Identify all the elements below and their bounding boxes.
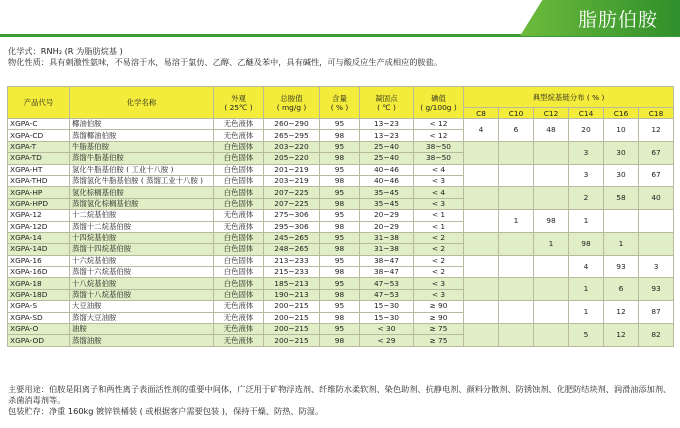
cell-content: 95 [320, 187, 360, 198]
cell-freezing: < 30 [360, 324, 414, 335]
cell-chain-c16: 30 [604, 164, 639, 187]
cell-content: 98 [320, 175, 360, 186]
header-chain: C14 [569, 108, 604, 119]
cell-name: 十八烷基伯胺 [70, 278, 214, 289]
cell-chain-c18: 40 [639, 187, 674, 210]
cell-freezing: 15~30 [360, 312, 414, 323]
cell-amine: 207~225 [264, 198, 320, 209]
cell-iodine: < 3 [414, 278, 464, 289]
cell-freezing: 31~38 [360, 244, 414, 255]
cell-iodine: < 4 [414, 164, 464, 175]
cell-appearance: 白色固体 [214, 187, 264, 198]
cell-appearance: 无色液体 [214, 335, 264, 346]
cell-amine: 207~225 [264, 187, 320, 198]
cell-chain-c14: 1 [569, 301, 604, 324]
cell-name: 蒸馏椰油伯胺 [70, 130, 214, 141]
cell-amine: 185~213 [264, 278, 320, 289]
cell-iodine: 38~50 [414, 141, 464, 152]
cell-chain-c12 [534, 324, 569, 347]
cell-code: XGPA-14 [8, 232, 70, 243]
cell-chain-c12 [534, 164, 569, 187]
cell-amine: 200~215 [264, 301, 320, 312]
cell-chain-c16: 12 [604, 324, 639, 347]
cell-appearance: 白色固体 [214, 198, 264, 209]
cell-chain-c18: 3 [639, 255, 674, 278]
cell-chain-c8 [464, 187, 499, 210]
cell-appearance: 无色液体 [214, 210, 264, 221]
cell-code: XGPA-HP [8, 187, 70, 198]
header-distribution: 典型烷基链分布 ( % ) [464, 87, 674, 108]
cell-appearance: 白色固体 [214, 289, 264, 300]
cell-code: XGPA-T [8, 141, 70, 152]
cell-content: 95 [320, 141, 360, 152]
cell-amine: 295~306 [264, 221, 320, 232]
table-row [8, 232, 674, 243]
cell-name: 椰油伯胺 [70, 119, 214, 130]
table-row [8, 210, 674, 221]
header-iodine: 碘值 ( g/100g ) [414, 87, 464, 119]
cell-chain-c8: 4 [464, 119, 499, 142]
cell-freezing: 25~40 [360, 141, 414, 152]
cell-content: 95 [320, 210, 360, 221]
table-row [8, 187, 674, 198]
cell-chain-c16: 58 [604, 187, 639, 210]
cell-code: XGPA-O [8, 324, 70, 335]
intro-section [8, 46, 672, 68]
cell-chain-c10: 1 [499, 210, 534, 233]
cell-content: 98 [320, 244, 360, 255]
cell-freezing: 40~46 [360, 175, 414, 186]
cell-freezing: 25~40 [360, 153, 414, 164]
cell-chain-c18: 82 [639, 324, 674, 347]
cell-code: XGPA-12 [8, 210, 70, 221]
cell-amine: 203~220 [264, 141, 320, 152]
cell-iodine: ≥ 90 [414, 312, 464, 323]
cell-amine: 260~290 [264, 119, 320, 130]
cell-appearance: 白色固体 [214, 232, 264, 243]
cell-content: 95 [320, 324, 360, 335]
cell-chain-c14: 5 [569, 324, 604, 347]
cell-chain-c14: 1 [569, 210, 604, 233]
cell-iodine: < 3 [414, 198, 464, 209]
cell-chain-c18: 67 [639, 164, 674, 187]
chemical-formula: 化学式：RNH₂ (R 为脂肪烷基 ) [8, 46, 123, 56]
cell-amine: 275~306 [264, 210, 320, 221]
cell-chain-c18: 12 [639, 119, 674, 142]
cell-chain-c16: 6 [604, 278, 639, 301]
packaging-text: 包装贮存：净重 160kg 镀锌铁桶装 ( 或根据客户需要包装 )，保持干燥、防热、防湿。 [8, 406, 324, 416]
footer-section [8, 384, 672, 417]
cell-appearance: 白色固体 [214, 141, 264, 152]
cell-freezing: 20~29 [360, 221, 414, 232]
cell-amine: 190~213 [264, 289, 320, 300]
cell-freezing: 13~23 [360, 119, 414, 130]
cell-chain-c10 [499, 301, 534, 324]
cell-appearance: 白色固体 [214, 255, 264, 266]
cell-freezing: 15~30 [360, 301, 414, 312]
cell-chain-c8 [464, 141, 499, 164]
cell-code: XGPA-HPD [8, 198, 70, 209]
cell-name: 蒸馏十四烷基伯胺 [70, 244, 214, 255]
cell-name: 蒸馏大豆油胺 [70, 312, 214, 323]
cell-iodine: < 3 [414, 289, 464, 300]
cell-iodine: ≥ 75 [414, 335, 464, 346]
cell-chain-c18 [639, 232, 674, 255]
cell-chain-c18: 67 [639, 141, 674, 164]
cell-iodine: < 1 [414, 210, 464, 221]
cell-appearance: 白色固体 [214, 153, 264, 164]
cell-amine: 203~219 [264, 175, 320, 186]
usage-text-cont: 杀菌消毒剂等。 [8, 395, 66, 405]
cell-amine: 200~215 [264, 324, 320, 335]
cell-name: 蒸馏十八烷基伯胺 [70, 289, 214, 300]
table-row [8, 119, 674, 130]
cell-content: 98 [320, 130, 360, 141]
cell-chain-c14: 20 [569, 119, 604, 142]
cell-code: XGPA-18 [8, 278, 70, 289]
cell-chain-c14: 98 [569, 232, 604, 255]
header-name: 化学名称 [70, 87, 214, 119]
table-row [8, 301, 674, 312]
cell-chain-c12 [534, 278, 569, 301]
cell-code: XGPA-12D [8, 221, 70, 232]
cell-chain-c8 [464, 324, 499, 347]
cell-freezing: 20~29 [360, 210, 414, 221]
cell-amine: 201~219 [264, 164, 320, 175]
header-chain: C16 [604, 108, 639, 119]
cell-code: XGPA-18D [8, 289, 70, 300]
cell-content: 98 [320, 198, 360, 209]
table-row [8, 164, 674, 175]
cell-name: 大豆油胺 [70, 301, 214, 312]
cell-iodine: ≥ 90 [414, 301, 464, 312]
cell-amine: 200~215 [264, 312, 320, 323]
cell-name: 蒸馏氢化棕榈基伯胺 [70, 198, 214, 209]
cell-name: 氢化牛脂基伯胺 ( 工业十八胺 ) [70, 164, 214, 175]
cell-chain-c10 [499, 141, 534, 164]
cell-amine: 215~233 [264, 267, 320, 278]
cell-amine: 248~265 [264, 244, 320, 255]
cell-chain-c10: 6 [499, 119, 534, 142]
cell-name: 油胺 [70, 324, 214, 335]
cell-iodine: < 2 [414, 255, 464, 266]
cell-chain-c16: 30 [604, 141, 639, 164]
cell-appearance: 无色液体 [214, 130, 264, 141]
table-row [8, 255, 674, 266]
physical-properties: 物化性质：具有刺激性氨味，不易溶于水，易溶于氯仿、乙醇、乙醚及苯中，具有碱性，可与酸反应生产成相应的胺盐。 [8, 57, 442, 67]
cell-iodine: < 4 [414, 187, 464, 198]
cell-appearance: 无色液体 [214, 221, 264, 232]
cell-iodine: < 2 [414, 267, 464, 278]
cell-chain-c14: 2 [569, 187, 604, 210]
cell-freezing: < 29 [360, 335, 414, 346]
cell-chain-c12 [534, 141, 569, 164]
cell-freezing: 13~23 [360, 130, 414, 141]
cell-chain-c16: 12 [604, 301, 639, 324]
cell-chain-c12 [534, 255, 569, 278]
cell-chain-c16: 10 [604, 119, 639, 142]
table-row [8, 324, 674, 335]
cell-iodine: < 3 [414, 175, 464, 186]
cell-chain-c10 [499, 164, 534, 187]
header-appearance: 外观 ( 25℃ ) [214, 87, 264, 119]
table-header-row [8, 87, 674, 108]
cell-appearance: 白色固体 [214, 278, 264, 289]
cell-chain-c18: 87 [639, 301, 674, 324]
table-row [8, 278, 674, 289]
cell-chain-c8 [464, 301, 499, 324]
cell-content: 95 [320, 255, 360, 266]
cell-code: XGPA-CD [8, 130, 70, 141]
cell-freezing: 31~38 [360, 232, 414, 243]
cell-appearance: 无色液体 [214, 119, 264, 130]
cell-content: 95 [320, 164, 360, 175]
cell-content: 98 [320, 267, 360, 278]
cell-content: 98 [320, 312, 360, 323]
cell-chain-c8 [464, 278, 499, 301]
cell-iodine: < 2 [414, 232, 464, 243]
cell-amine: 245~265 [264, 232, 320, 243]
cell-code: XGPA-TD [8, 153, 70, 164]
cell-appearance: 白色固体 [214, 267, 264, 278]
cell-iodine: 38~50 [414, 153, 464, 164]
cell-code: XGPA-THD [8, 175, 70, 186]
cell-chain-c8 [464, 164, 499, 187]
cell-iodine: ≥ 75 [414, 324, 464, 335]
cell-chain-c14: 3 [569, 164, 604, 187]
cell-name: 十二烷基伯胺 [70, 210, 214, 221]
cell-code: XGPA-S [8, 301, 70, 312]
cell-name: 蒸馏氢化牛脂基伯胺 ( 蒸馏工业十八胺 ) [70, 175, 214, 186]
header-freezing: 凝固点 ( ℃ ) [360, 87, 414, 119]
cell-chain-c10 [499, 278, 534, 301]
cell-content: 95 [320, 119, 360, 130]
header-banner [0, 0, 680, 38]
cell-code: XGPA-16D [8, 267, 70, 278]
cell-name: 十六烷基伯胺 [70, 255, 214, 266]
cell-iodine: < 2 [414, 244, 464, 255]
cell-code: XGPA-SD [8, 312, 70, 323]
cell-appearance: 无色液体 [214, 301, 264, 312]
cell-content: 98 [320, 153, 360, 164]
cell-chain-c18 [639, 210, 674, 233]
cell-appearance: 白色固体 [214, 164, 264, 175]
cell-content: 98 [320, 335, 360, 346]
cell-chain-c8 [464, 255, 499, 278]
usage-text: 主要用途：伯胺是阳离子和两性离子表面活性剂的重要中间体，广泛用于矿物浮选剂、纤维防水柔软剂、染色助剂、抗静电剂、颜料分散剂、防锈蚀剂、化肥防结块剂、润滑油添加剂、 [8, 384, 672, 394]
cell-name: 蒸馏油胺 [70, 335, 214, 346]
cell-code: XGPA-C [8, 119, 70, 130]
cell-freezing: 47~53 [360, 289, 414, 300]
cell-chain-c14: 4 [569, 255, 604, 278]
cell-appearance: 白色固体 [214, 244, 264, 255]
cell-chain-c12: 1 [534, 232, 569, 255]
cell-content: 98 [320, 289, 360, 300]
cell-chain-c18: 93 [639, 278, 674, 301]
cell-chain-c10 [499, 187, 534, 210]
cell-iodine: < 12 [414, 130, 464, 141]
cell-chain-c12: 98 [534, 210, 569, 233]
cell-content: 95 [320, 301, 360, 312]
header-chain: C18 [639, 108, 674, 119]
cell-chain-c16: 93 [604, 255, 639, 278]
cell-freezing: 40~46 [360, 164, 414, 175]
cell-amine: 205~220 [264, 153, 320, 164]
cell-content: 95 [320, 232, 360, 243]
cell-chain-c14: 3 [569, 141, 604, 164]
cell-chain-c16 [604, 210, 639, 233]
header-amine: 总胺值 ( mg/g ) [264, 87, 320, 119]
cell-freezing: 47~53 [360, 278, 414, 289]
header-chain: C10 [499, 108, 534, 119]
cell-appearance: 无色液体 [214, 312, 264, 323]
table-row [8, 141, 674, 152]
page-title: 脂肪伯胺 [577, 9, 658, 31]
cell-name: 蒸馏牛脂基伯胺 [70, 153, 214, 164]
cell-chain-c12 [534, 187, 569, 210]
cell-code: XGPA-14D [8, 244, 70, 255]
cell-content: 98 [320, 221, 360, 232]
header-chain: C8 [464, 108, 499, 119]
cell-chain-c12 [534, 301, 569, 324]
cell-appearance: 白色固体 [214, 175, 264, 186]
cell-iodine: < 1 [414, 221, 464, 232]
cell-code: XGPA-HT [8, 164, 70, 175]
cell-amine: 265~295 [264, 130, 320, 141]
cell-chain-c10 [499, 232, 534, 255]
cell-name: 十四烷基伯胺 [70, 232, 214, 243]
cell-chain-c16: 1 [604, 232, 639, 255]
cell-chain-c8 [464, 232, 499, 255]
cell-freezing: 38~47 [360, 267, 414, 278]
cell-chain-c10 [499, 255, 534, 278]
cell-appearance: 无色液体 [214, 324, 264, 335]
cell-code: XGPA-OD [8, 335, 70, 346]
cell-chain-c8 [464, 210, 499, 233]
cell-name: 牛脂基伯胺 [70, 141, 214, 152]
cell-code: XGPA-16 [8, 255, 70, 266]
cell-iodine: < 12 [414, 119, 464, 130]
cell-freezing: 35~45 [360, 187, 414, 198]
cell-amine: 200~215 [264, 335, 320, 346]
cell-name: 氢化棕榈基伯胺 [70, 187, 214, 198]
cell-chain-c14: 1 [569, 278, 604, 301]
cell-freezing: 35~45 [360, 198, 414, 209]
header-code: 产品代号 [8, 87, 70, 119]
cell-freezing: 38~47 [360, 255, 414, 266]
cell-amine: 213~233 [264, 255, 320, 266]
cell-chain-c10 [499, 324, 534, 347]
cell-content: 95 [320, 278, 360, 289]
cell-chain-c12: 48 [534, 119, 569, 142]
spec-table [7, 86, 674, 347]
cell-name: 蒸馏十六烷基伯胺 [70, 267, 214, 278]
header-content: 含量 ( % ) [320, 87, 360, 119]
header-chain: C12 [534, 108, 569, 119]
cell-name: 蒸馏十二烷基伯胺 [70, 221, 214, 232]
